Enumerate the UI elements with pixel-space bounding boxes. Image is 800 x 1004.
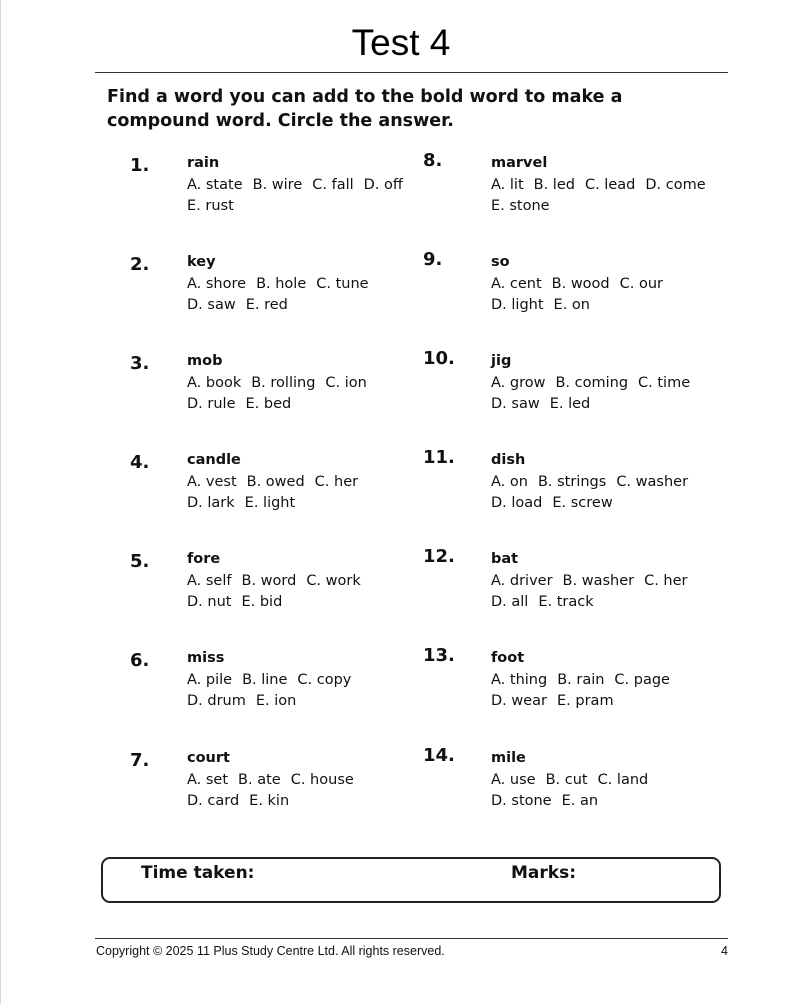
answer-option[interactable]: B. strings (537, 473, 607, 490)
answer-option[interactable]: C. washer (616, 473, 689, 490)
option-row (187, 295, 369, 317)
option-row (491, 592, 688, 614)
question-word: key (187, 254, 216, 270)
answer-option[interactable]: D. saw (187, 297, 236, 313)
title-divider (95, 72, 728, 73)
answer-option[interactable]: A. use (491, 771, 536, 788)
question-number: 8. (423, 150, 443, 171)
option-row (187, 274, 369, 296)
question-number: 4. (130, 452, 150, 473)
option-row (491, 373, 690, 395)
question-number: 10. (423, 348, 455, 369)
question-number: 6. (130, 650, 150, 671)
page-number: 4 (721, 944, 728, 958)
answer-option[interactable]: C. time (638, 374, 691, 391)
page-title: Test 4 (351, 22, 451, 63)
answer-option[interactable]: B. rolling (251, 374, 316, 391)
question-word: fore (187, 551, 221, 567)
option-row (187, 670, 351, 692)
answer-option[interactable]: E. pram (557, 693, 614, 709)
answer-option[interactable]: D. come (645, 176, 706, 193)
answer-option[interactable]: D. rule (187, 396, 236, 412)
answer-option[interactable]: A. set (187, 771, 229, 788)
answer-option[interactable]: B. washer (562, 572, 635, 589)
footer-divider (95, 938, 728, 939)
answer-option[interactable]: B. cut (545, 771, 588, 788)
question-number: 9. (423, 249, 443, 270)
question-word: mile (491, 750, 526, 766)
question-number: 5. (130, 551, 150, 572)
answer-option[interactable]: D. card (187, 793, 240, 809)
answer-option[interactable]: B. led (533, 176, 575, 193)
answer-option[interactable]: E. on (553, 297, 590, 313)
answer-option[interactable]: B. hole (256, 275, 307, 292)
answer-option[interactable]: D. saw (491, 396, 540, 412)
answer-option[interactable]: E. red (245, 297, 288, 313)
question-word: dish (491, 452, 526, 468)
answer-option[interactable]: C. fall (312, 176, 354, 193)
instructions: Find a word you can add to the bold word to make a compound word. Circle the answer. (107, 87, 623, 131)
question-number: 7. (130, 750, 150, 771)
answer-option[interactable]: A. grow (491, 374, 546, 391)
time-taken-label: Time taken: (141, 863, 255, 883)
answer-option[interactable]: C. her (644, 572, 688, 589)
option-row (187, 493, 358, 515)
answer-option[interactable]: D. drum (187, 693, 246, 709)
option-row (187, 691, 351, 713)
answer-option[interactable]: A. state (187, 176, 243, 193)
answer-option[interactable]: E. bid (241, 594, 283, 610)
answer-option[interactable]: E. rust (187, 198, 234, 214)
answer-option[interactable]: C. ion (325, 374, 367, 391)
answer-option[interactable]: D. light (491, 297, 544, 313)
option-row (187, 394, 367, 416)
answer-option[interactable]: A. book (187, 374, 242, 391)
option-row (491, 571, 688, 593)
answer-option[interactable]: E. track (538, 594, 594, 610)
answer-option[interactable]: E. screw (552, 495, 613, 511)
question-word: court (187, 750, 230, 766)
answer-option[interactable]: B. ate (238, 771, 281, 788)
option-row (491, 295, 663, 317)
question-number: 3. (130, 353, 150, 374)
answer-option[interactable]: C. our (619, 275, 664, 292)
answer-option[interactable]: E. bed (245, 396, 292, 412)
option-row (187, 592, 361, 614)
option-row (491, 175, 706, 197)
question-number: 14. (423, 745, 455, 766)
option-row (187, 196, 403, 218)
question-word: foot (491, 650, 525, 666)
answer-option[interactable]: C. tune (316, 275, 369, 292)
answer-option[interactable]: C. work (306, 572, 361, 589)
option-row (491, 472, 688, 494)
marks-label: Marks: (511, 863, 576, 883)
question-number: 11. (423, 447, 455, 468)
question-number: 12. (423, 546, 455, 567)
option-row (187, 373, 367, 395)
answer-option[interactable]: D. lark (187, 495, 235, 511)
answer-option[interactable]: D. load (491, 495, 543, 511)
question-word: candle (187, 452, 241, 468)
option-row (491, 670, 670, 692)
answer-option[interactable]: A. lit (491, 176, 524, 193)
score-box (101, 857, 721, 903)
answer-option[interactable]: B. wood (551, 275, 610, 292)
answer-option[interactable]: D. wear (491, 693, 548, 709)
option-row (187, 571, 361, 593)
answer-option[interactable]: A. pile (187, 671, 233, 688)
answer-option[interactable]: A. driver (491, 572, 553, 589)
option-row (187, 175, 403, 197)
option-row (491, 196, 706, 218)
answer-option[interactable]: C. lead (584, 176, 636, 193)
question-word: jig (491, 353, 512, 369)
answer-option[interactable]: A. self (187, 572, 232, 589)
option-row (491, 274, 663, 296)
option-row (491, 691, 670, 713)
answer-option[interactable]: A. thing (491, 671, 548, 688)
answer-option[interactable]: C. house (290, 771, 354, 788)
answer-option[interactable]: B. line (242, 671, 288, 688)
answer-option[interactable]: E. an (561, 793, 599, 809)
question-word: bat (491, 551, 519, 567)
question-word: rain (187, 155, 220, 171)
answer-option[interactable]: A. cent (491, 275, 542, 292)
answer-option[interactable]: E. light (244, 495, 296, 511)
answer-option[interactable]: D. stone (491, 793, 552, 809)
answer-option[interactable]: C. copy (297, 671, 352, 688)
answer-option[interactable]: B. coming (555, 374, 629, 391)
answer-option[interactable]: A. on (491, 473, 528, 490)
answer-option[interactable]: C. land (597, 771, 649, 788)
option-row (491, 493, 688, 515)
answer-option[interactable]: A. vest (187, 473, 237, 490)
answer-option[interactable]: E. led (549, 396, 591, 412)
question-word: mob (187, 353, 223, 369)
answer-option[interactable]: B. rain (557, 671, 605, 688)
question-word: miss (187, 650, 225, 666)
question-number: 2. (130, 254, 150, 275)
answer-option[interactable]: D. all (491, 594, 529, 610)
option-row (491, 394, 690, 416)
option-row (187, 770, 354, 792)
question-number: 1. (130, 155, 150, 176)
answer-option[interactable]: E. kin (249, 793, 290, 809)
answer-option[interactable]: B. word (241, 572, 297, 589)
answer-option[interactable]: E. stone (491, 198, 550, 214)
question-number: 13. (423, 645, 455, 666)
question-word: marvel (491, 155, 548, 171)
option-row (491, 791, 648, 813)
option-row (187, 472, 358, 494)
answer-option[interactable]: E. ion (255, 693, 297, 709)
answer-option[interactable]: B. owed (246, 473, 305, 490)
answer-option[interactable]: D. off (363, 176, 403, 193)
answer-option[interactable]: B. wire (252, 176, 303, 193)
option-row (187, 791, 354, 813)
answer-option[interactable]: C. page (614, 671, 670, 688)
answer-option[interactable]: A. shore (187, 275, 247, 292)
question-word: so (491, 254, 510, 270)
answer-option[interactable]: D. nut (187, 594, 232, 610)
copyright-text: Copyright © 2025 11 Plus Study Centre Ltd. All rights reserved. (96, 944, 445, 958)
option-row (491, 770, 648, 792)
answer-option[interactable]: C. her (314, 473, 359, 490)
